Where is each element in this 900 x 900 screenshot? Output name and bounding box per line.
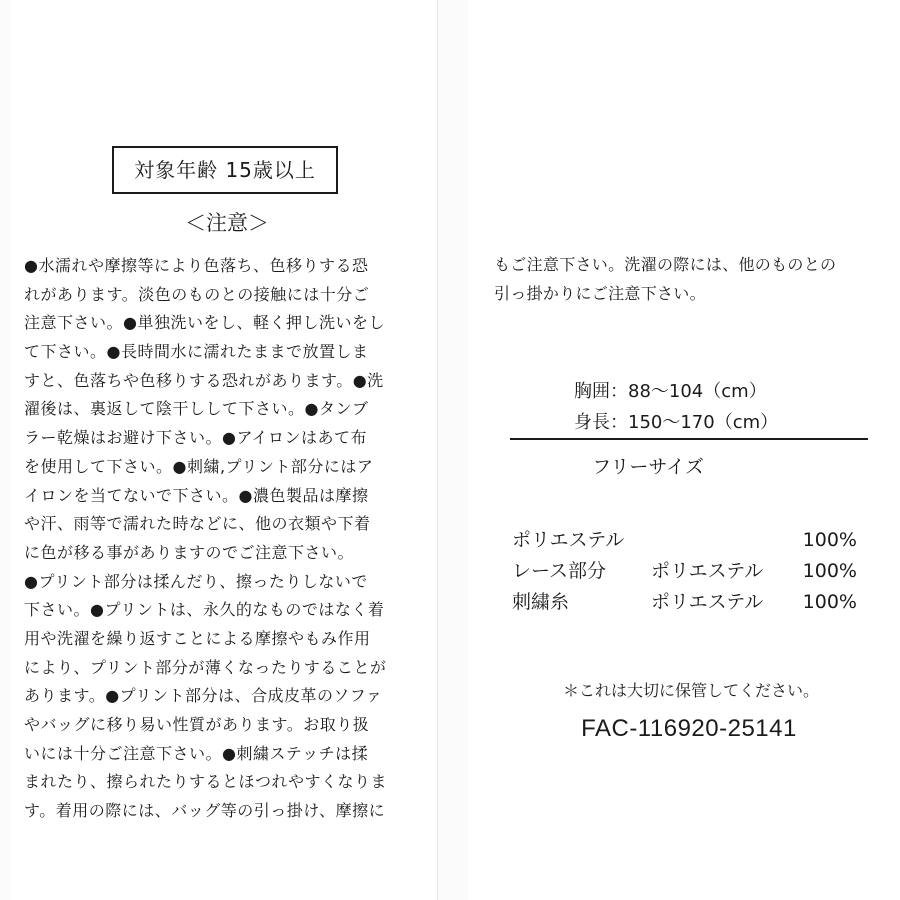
target-age-box: 対象年齢 15歳以上 bbox=[112, 146, 338, 194]
material-row bbox=[512, 587, 857, 618]
caution-line: ●水濡れや摩擦等により色落ち、色移りする恐 bbox=[24, 256, 369, 275]
material-label: 刺繍糸 bbox=[512, 591, 570, 613]
caution-line: ●プリント部分は揉んだり、擦ったりしないで bbox=[24, 571, 368, 591]
material-label: レース部分 bbox=[512, 560, 607, 582]
caution-line: あります。●プリント部分は、合成皮革のソファ bbox=[24, 686, 383, 706]
caution-line: す。着用の際には、バッグ等の引っ掛け、摩擦に bbox=[24, 801, 386, 821]
size-divider bbox=[510, 438, 868, 440]
caution-line: イロンを当てないで下さい。●濃色製品は摩擦 bbox=[24, 485, 369, 505]
caution-line: て下さい。●長時間水に濡れたままで放置しま bbox=[24, 342, 369, 362]
caution-line: 下さい。●プリントは、永久的なものではなく着 bbox=[24, 600, 385, 620]
chest-size: 胸囲：88〜104（cm） bbox=[574, 381, 767, 402]
material-row bbox=[512, 556, 857, 587]
height-size: 身長：150〜170（cm） bbox=[574, 412, 779, 433]
caution-line: に色が移る事がありますのでご注意下さい。 bbox=[24, 542, 355, 562]
material-fabric: ポリエステル bbox=[651, 591, 764, 613]
material-composition bbox=[512, 525, 857, 618]
caution-line: 用や洗濯を繰り返すことによる摩擦やもみ作用 bbox=[24, 628, 371, 648]
caution-label-left-panel bbox=[10, 0, 438, 900]
caution-line: 濯後は、裏返して陰干しして下さい。●タンブ bbox=[24, 399, 369, 419]
caution-line: を使用して下さい。●刺繍,プリント部分にはア bbox=[24, 456, 374, 476]
caution-line: やバッグに移り易い性質があります。お取り扱 bbox=[24, 715, 370, 734]
product-code: FAC-116920-25141 bbox=[581, 715, 797, 742]
caution-text bbox=[24, 252, 436, 826]
material-percent: 100% bbox=[802, 560, 857, 582]
caution-line: すと、色落ちや色移りする恐れがあります。●洗 bbox=[24, 370, 384, 390]
caution-line: まれたり、擦られたりするとほつれやすくなりま bbox=[24, 772, 388, 792]
caution-heading: ＜注意＞ bbox=[185, 211, 269, 235]
size-measurements bbox=[574, 376, 874, 438]
caution-line: もご注意下さい。洗濯の際には、他のものとの bbox=[494, 255, 837, 274]
caution-line: や汗、雨等で濡れた時などに、他の衣類や下着 bbox=[24, 514, 371, 534]
caution-line: れがあります。淡色のものとの接触には十分ご bbox=[24, 284, 370, 304]
material-percent: 100% bbox=[802, 591, 857, 613]
material-fabric: ポリエステル bbox=[651, 560, 764, 582]
caution-text-continued bbox=[494, 250, 894, 308]
size-name: フリーサイズ bbox=[592, 456, 704, 478]
keep-note: ＊これは大切に保管してください。 bbox=[562, 681, 819, 700]
material-label: ポリエステル bbox=[512, 529, 625, 551]
caution-line: 引っ掛かりにご注意下さい。 bbox=[494, 284, 706, 303]
product-info-right-panel bbox=[468, 0, 900, 900]
material-row bbox=[512, 525, 857, 556]
caution-line: ラー乾燥はお避け下さい。●アイロンはあて布 bbox=[24, 428, 368, 448]
caution-line: いには十分ご注意下さい。●刺繍ステッチは揉 bbox=[24, 743, 369, 763]
caution-line: 注意下さい。●単独洗いをし、軽く押し洗いをし bbox=[24, 313, 385, 333]
material-percent: 100% bbox=[802, 529, 857, 551]
caution-line: により、プリント部分が薄くなったりすることが bbox=[24, 657, 387, 677]
